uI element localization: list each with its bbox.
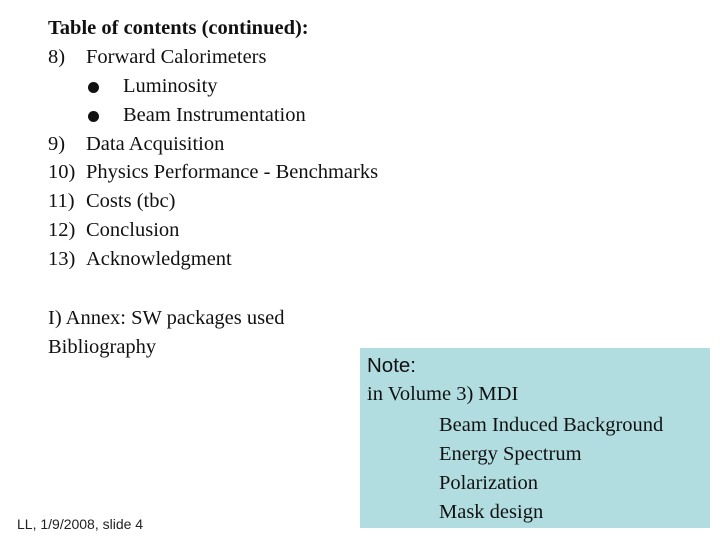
toc-subitem-label: Beam Instrumentation (123, 103, 306, 126)
annex-section (48, 304, 284, 362)
toc-item-13 (48, 245, 378, 274)
toc-item-number: 13) (48, 248, 76, 271)
toc-item-number: 11) (48, 190, 75, 213)
toc-subitem-label: Luminosity (123, 74, 218, 97)
toc-subitem-beam-instrumentation (48, 101, 378, 130)
note-item: Polarization (439, 472, 539, 494)
toc-item-label: Acknowledgment (86, 248, 232, 271)
bullet-icon (88, 82, 99, 93)
note-heading: Note: (367, 354, 416, 377)
toc-item-label: Costs (tbc) (86, 190, 176, 213)
toc-item-number: 12) (48, 219, 76, 242)
note-item: Beam Induced Background (439, 414, 664, 436)
note-items (439, 411, 663, 527)
note-item: Mask design (439, 501, 544, 523)
bullet-icon (88, 111, 99, 122)
note-box (360, 348, 710, 528)
toc-item-11 (48, 187, 378, 216)
toc-item-12 (48, 216, 378, 245)
slide-footer: LL, 1/9/2008, slide 4 (17, 516, 144, 532)
toc-item-9 (48, 130, 378, 159)
note-item: Energy Spectrum (439, 443, 582, 465)
annex-line: I) Annex: SW packages used (48, 307, 285, 329)
toc-item-number: 9) (48, 132, 66, 155)
toc-item-8 (48, 43, 378, 72)
table-of-contents (48, 14, 378, 274)
toc-item-number: 8) (48, 45, 66, 68)
toc-item-label: Data Acquisition (86, 132, 225, 155)
note-volume-line: in Volume 3) MDI (367, 383, 519, 405)
toc-item-10 (48, 158, 378, 187)
toc-item-label: Forward Calorimeters (86, 45, 267, 68)
toc-item-label: Conclusion (86, 219, 180, 242)
bibliography-line: Bibliography (48, 336, 157, 358)
toc-title: Table of contents (continued): (48, 17, 309, 39)
toc-item-number: 10) (48, 161, 76, 184)
toc-item-label: Physics Performance - Benchmarks (86, 161, 379, 184)
toc-subitem-luminosity (48, 72, 378, 101)
